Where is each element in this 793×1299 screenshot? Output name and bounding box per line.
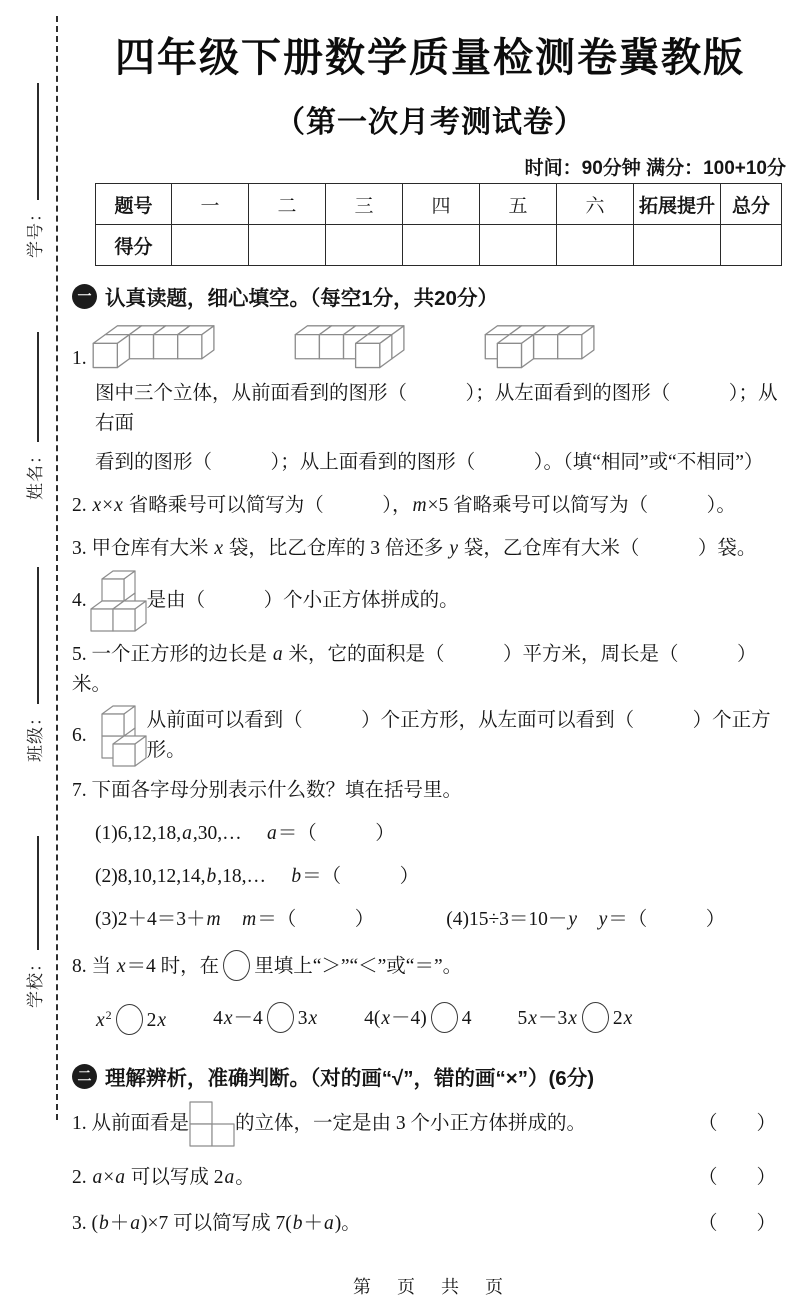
judge-item1-text-pre: 1. 从前面看是 <box>72 1113 190 1135</box>
score-table-score-row <box>96 225 782 266</box>
paper-content <box>72 0 788 1299</box>
score-cell[interactable] <box>249 225 326 266</box>
question1-number: 1. <box>72 348 87 369</box>
school-label: 学校： <box>25 954 45 1008</box>
question8-expr2: 4x－4 3x <box>213 1002 318 1037</box>
fold-dashed-line <box>56 16 58 1120</box>
score-header-cell: 三 <box>326 184 403 225</box>
section1-title: 认真读题，细心填空。（每空1分，共20分） <box>105 287 498 310</box>
judge-item3 <box>72 1209 788 1239</box>
score-cell[interactable] <box>634 225 721 266</box>
student-name-label: 姓名： <box>25 446 45 500</box>
question7-item2: (2)8,10,12,14,b,18,… b＝（ ） <box>95 866 420 887</box>
answer-circle[interactable] <box>223 950 250 981</box>
score-cell[interactable] <box>403 225 480 266</box>
score-header-cell: 拓展提升 <box>634 184 721 225</box>
judge-item2 <box>72 1163 788 1193</box>
score-table <box>95 183 782 266</box>
score-table-header-row <box>96 184 782 225</box>
judge-item1 <box>72 1101 788 1147</box>
score-header-cell: 一 <box>172 184 249 225</box>
score-header-cell: 二 <box>249 184 326 225</box>
section2-number-icon: 二 <box>72 1064 97 1089</box>
class-write-line[interactable] <box>37 567 39 704</box>
question4-text: 是由（ ）个小正方体拼成的。 <box>146 590 459 611</box>
student-id-write-line[interactable] <box>37 83 39 200</box>
score-header-cell: 六 <box>557 184 634 225</box>
question8-intro: 8. 当 x＝4 时，在 里填上“＞”“＜”或“＝”。 <box>72 950 788 985</box>
question2: 2. x×x 省略乘号可以简写为（ ），m×5 省略乘号可以简写为（ ）。 <box>72 495 736 516</box>
question7-item1: (1)6,12,18,a,30,… a＝（ ） <box>95 823 395 844</box>
question1-figures <box>72 319 788 370</box>
question8-expr1: $x^2$ 2x <box>95 1000 167 1039</box>
score-cell[interactable] <box>480 225 557 266</box>
section2-title: 理解辨析，准确判断。（对的画“√”，错的画“×”）(6分) <box>105 1067 595 1091</box>
cube-figure-stack-plus-front <box>89 705 147 767</box>
student-name-write-line[interactable] <box>37 332 39 442</box>
question7-item3: (3)2＋4＝3＋m m＝（ ） <box>95 909 375 930</box>
class-label: 班级： <box>25 708 45 762</box>
question7-item3-4 <box>95 905 788 935</box>
question8-expressions <box>95 1000 788 1039</box>
question5: 5. 一个正方形的边长是 a 米，它的面积是（ ）平方米，周长是（ ）米。 <box>72 644 757 695</box>
cube-figure-block-of-4 <box>89 570 147 632</box>
student-name-field <box>18 332 48 500</box>
judge-item2-text: 2. a×a 可以写成 2a。 <box>72 1167 255 1189</box>
question3: 3. 甲仓库有大米 x 袋，比乙仓库的 3 倍还多 y 袋，乙仓库有大米（ ）袋。 <box>72 538 757 559</box>
section1-number-icon: 一 <box>72 284 97 309</box>
class-field <box>18 567 48 762</box>
judge-item1-text-post: 的立体，一定是由 3 个小正方体拼成的。 <box>235 1113 587 1135</box>
question6-text: 从前面可以看到（ ）个正方形，从左面可以看到（ ）个正方形。 <box>146 710 771 761</box>
question6 <box>72 705 788 767</box>
section1-header <box>72 281 788 311</box>
question4 <box>72 570 788 632</box>
cube-figure-row4-front-right <box>281 319 405 370</box>
school-write-line[interactable] <box>37 836 39 950</box>
question7-item4: (4)15÷3＝10－y y＝（ ） <box>446 909 726 930</box>
score-header-cell: 五 <box>480 184 557 225</box>
answer-circle[interactable] <box>116 1004 143 1035</box>
answer-circle[interactable] <box>582 1002 609 1033</box>
score-cell[interactable] <box>172 225 249 266</box>
student-id-field <box>18 83 48 258</box>
page-subtitle: （第一次月考测试卷） <box>275 106 585 139</box>
score-row-label: 得分 <box>96 225 172 266</box>
score-header-cell: 四 <box>403 184 480 225</box>
judge-item3-text: 3. (b＋a)×7 可以简写成 7(b＋a)。 <box>72 1213 361 1235</box>
question8-expr4: 5x－3x 2x <box>518 1002 634 1037</box>
time-score-meta: 时间：90分钟 满分：100+10分 <box>524 158 786 179</box>
score-header-cell: 题号 <box>96 184 172 225</box>
question8-expr3: 4(x－4) 4 <box>364 1002 471 1037</box>
judge-item2-answer-blank[interactable]: （ ） <box>697 1167 776 1189</box>
student-id-label: 学号： <box>25 204 45 258</box>
section2-header <box>72 1061 788 1091</box>
cube-figure-row4-front-left <box>91 319 215 370</box>
score-cell[interactable] <box>721 225 782 266</box>
flat-l-shape-figure <box>189 1101 235 1147</box>
question1-text-line2: 看到的图形（ ）；从上面看到的图形（ ）。（填“相同”或“不相同”） <box>95 452 764 473</box>
question6-number: 6. <box>72 725 87 746</box>
cube-figure-row4-front-second <box>471 319 595 370</box>
score-cell[interactable] <box>557 225 634 266</box>
score-cell[interactable] <box>326 225 403 266</box>
judge-item1-answer-blank[interactable]: （ ） <box>697 1113 776 1135</box>
question4-number: 4. <box>72 590 87 611</box>
page-footer: 第 页 共 页 <box>353 1277 507 1298</box>
answer-circle[interactable] <box>267 1002 294 1033</box>
question1-text-line1: 图中三个立体，从前面看到的图形（ ）；从左面看到的图形（ ）；从右面 <box>95 383 778 434</box>
answer-circle[interactable] <box>431 1002 458 1033</box>
score-header-cell: 总分 <box>721 184 782 225</box>
judge-item3-answer-blank[interactable]: （ ） <box>697 1213 776 1235</box>
page-title: 四年级下册数学质量检测卷冀教版 <box>115 36 745 80</box>
question7-intro: 7. 下面各字母分别表示什么数？填在括号里。 <box>72 780 463 801</box>
school-field <box>18 836 48 1008</box>
